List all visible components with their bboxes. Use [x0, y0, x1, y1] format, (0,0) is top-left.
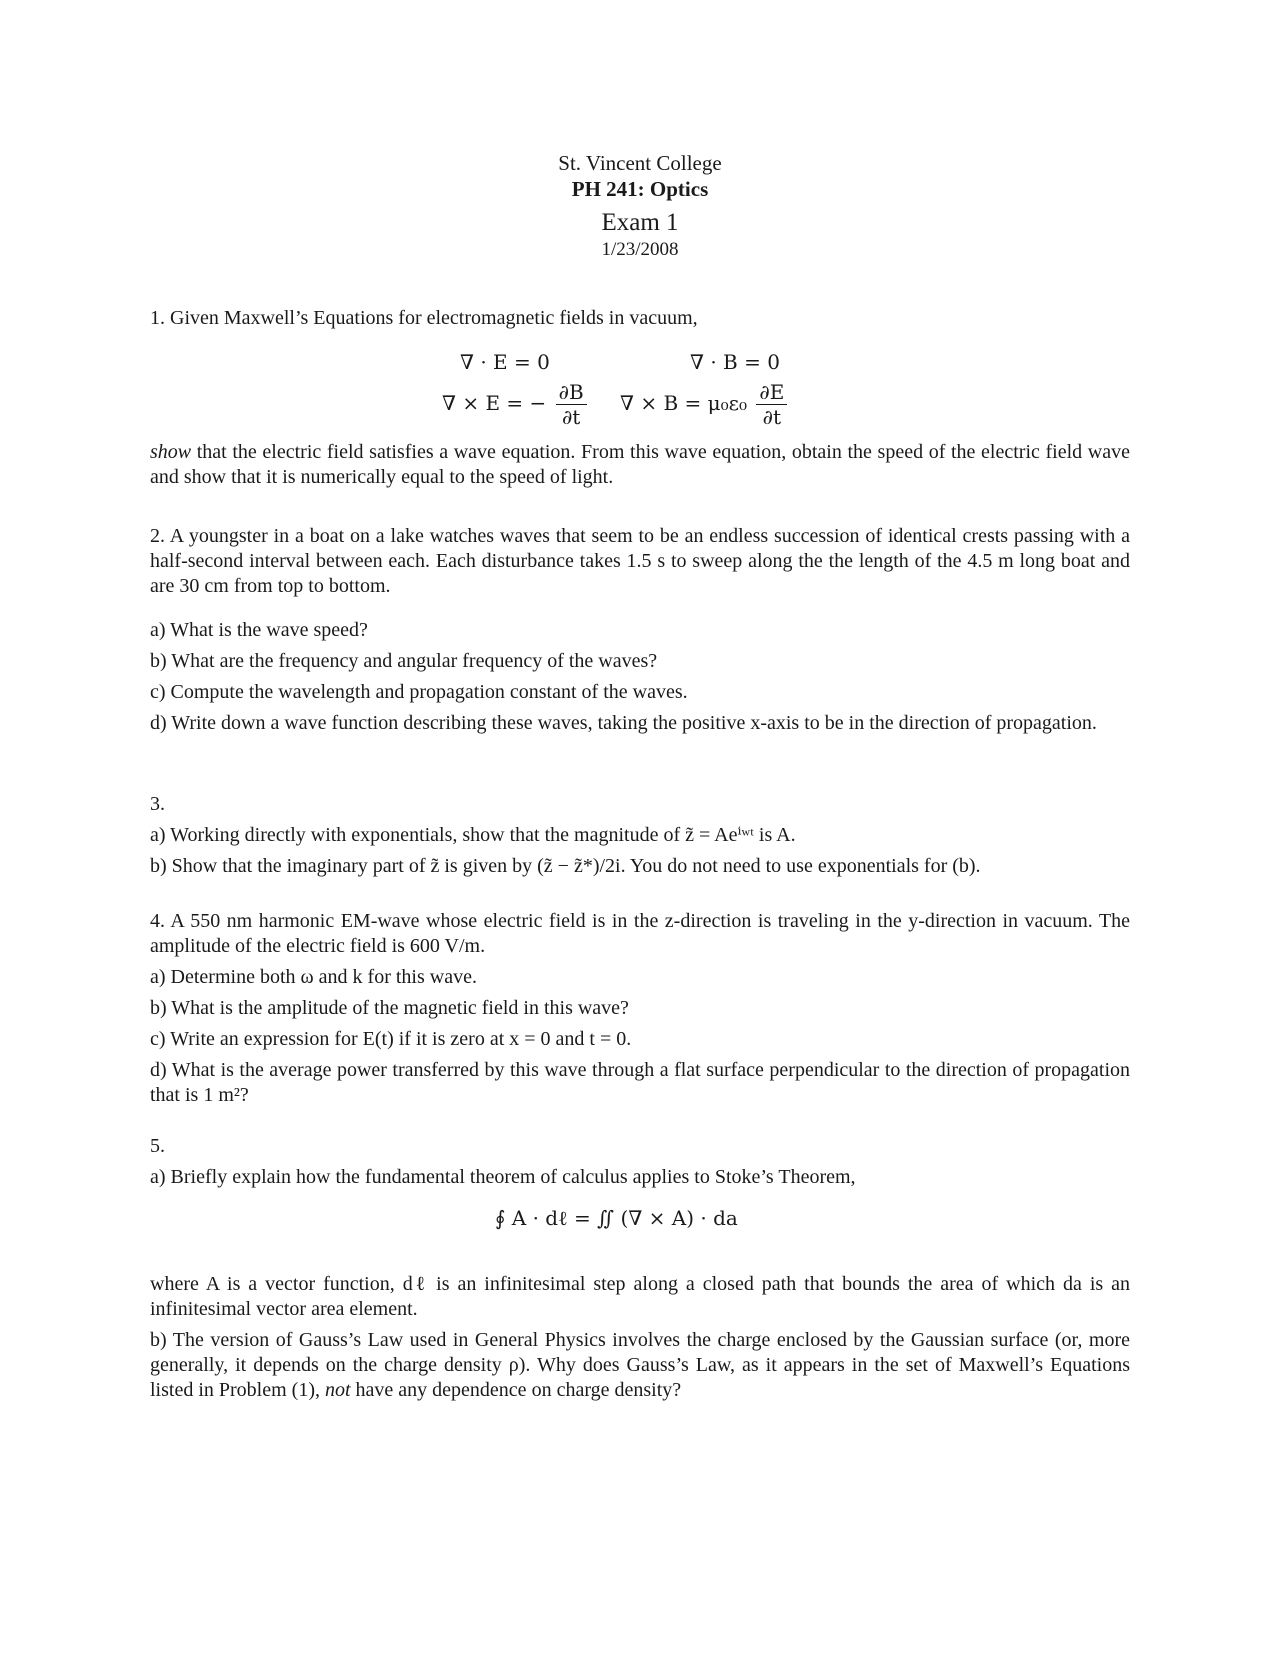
q2-part-c: c) Compute the wavelength and propagation constant of the waves.	[150, 681, 688, 703]
eq-curl-b-lhs: ∇ × B = μ₀ε₀	[620, 391, 748, 415]
exam-title: Exam 1	[601, 209, 679, 236]
q1-body-text: that the electric field satisfies a wave equation. From this wave equation, obtain the speed of the electric field wave and show that it is numerically equal to the speed of light.	[150, 441, 1130, 488]
college-name: St. Vincent College	[558, 151, 722, 175]
q4-part-d: d) What is the average power transferred by this wave through a flat surface perpendicular to the direction of propagation that is 1 m²?	[150, 1059, 1130, 1106]
q3-block	[150, 792, 1130, 885]
q2-part-a: a) What is the wave speed?	[150, 619, 368, 641]
exam-header	[150, 150, 1130, 262]
eq-curl-e	[442, 380, 590, 429]
q5-number: 5.	[150, 1135, 165, 1157]
eq-curl-e-numerator: ∂B	[556, 380, 587, 405]
q4-part-b: b) What is the amplitude of the magnetic field in this wave?	[150, 997, 629, 1019]
q5-where: where A is a vector function, dℓ is an infinitesimal step along a closed path that bounds the area of which da is an infinitesimal vector area element.	[150, 1273, 1130, 1320]
stokes-lhs: ∮ A · dℓ =	[495, 1206, 591, 1230]
eq-div-b: ∇ · B = 0	[690, 350, 780, 374]
exam-date: 1/23/2008	[601, 239, 679, 260]
q5-continued	[150, 1272, 1130, 1409]
q1-show-word: show	[150, 441, 192, 463]
q1-intro: 1. Given Maxwell’s Equations for electromagnetic fields in vacuum,	[150, 307, 698, 329]
q5-part-b-pre: b) The version of Gauss’s Law used in General Physics involves the charge enclosed by the Gaussian surface (or, more generally, it depends on the charge density ρ). Why does Gauss’s Law, as it appears in the set of Maxwell’s Equations listed in Problem (1),	[150, 1329, 1130, 1401]
eq-curl-b-denominator: ∂t	[762, 405, 782, 429]
eq-curl-b	[620, 380, 790, 429]
eq-div-e: ∇ · E = 0	[460, 350, 550, 374]
eq-curl-e-denominator: ∂t	[561, 405, 581, 429]
q5-block	[150, 1134, 1130, 1196]
q2-part-d: d) Write down a wave function describing these waves, taking the positive x-axis to be in the direction of propagation.	[150, 712, 1097, 734]
q1-body	[150, 440, 1130, 490]
q5-part-b-not: not	[324, 1379, 351, 1401]
eq-curl-b-numerator: ∂E	[756, 380, 787, 405]
q5-part-b-post: have any dependence on charge density?	[350, 1379, 682, 1401]
q5-part-b	[150, 1328, 1130, 1403]
q2-parts	[150, 618, 1130, 742]
q3-part-b: b) Show that the imaginary part of z̃ is given by (z̃ − z̃*)/2i. You do not need to use exponentials for (b).	[150, 855, 981, 877]
q4-part-c: c) Write an expression for E(t) if it is zero at x = 0 and t = 0.	[150, 1028, 632, 1050]
exam-page	[150, 0, 1130, 1656]
stokes-theorem-equation	[495, 1206, 738, 1231]
eq-curl-e-lhs: ∇ × E = −	[442, 391, 547, 415]
eq-curl-b-fraction	[756, 380, 787, 429]
q5-part-a: a) Briefly explain how the fundamental theorem of calculus applies to Stoke’s Theorem,	[150, 1166, 856, 1188]
q4-intro: 4. A 550 nm harmonic EM-wave whose electric field is in the z-direction is traveling in the y-direction in vacuum. The amplitude of the electric field is 600 V/m.	[150, 910, 1130, 957]
q4-block	[150, 909, 1130, 1114]
course-title: PH 241: Optics	[571, 177, 709, 201]
q3-number: 3.	[150, 793, 165, 815]
stokes-rhs: ∬ (∇ × A) · da	[597, 1206, 738, 1230]
q3-part-a: a) Working directly with exponentials, show that the magnitude of z̃ = Aeⁱʷᵗ is A.	[150, 824, 796, 846]
q2-intro: 2. A youngster in a boat on a lake watches waves that seem to be an endless succession of identical crests passing with a half-second interval between each. Each disturbance takes 1.5 s to sweep along the the length of the 4.5 m long boat and are 30 cm from top to bottom.	[150, 525, 1130, 597]
q2-part-b: b) What are the frequency and angular frequency of the waves?	[150, 650, 658, 672]
q4-part-a: a) Determine both ω and k for this wave.	[150, 966, 477, 988]
eq-curl-e-fraction	[556, 380, 587, 429]
